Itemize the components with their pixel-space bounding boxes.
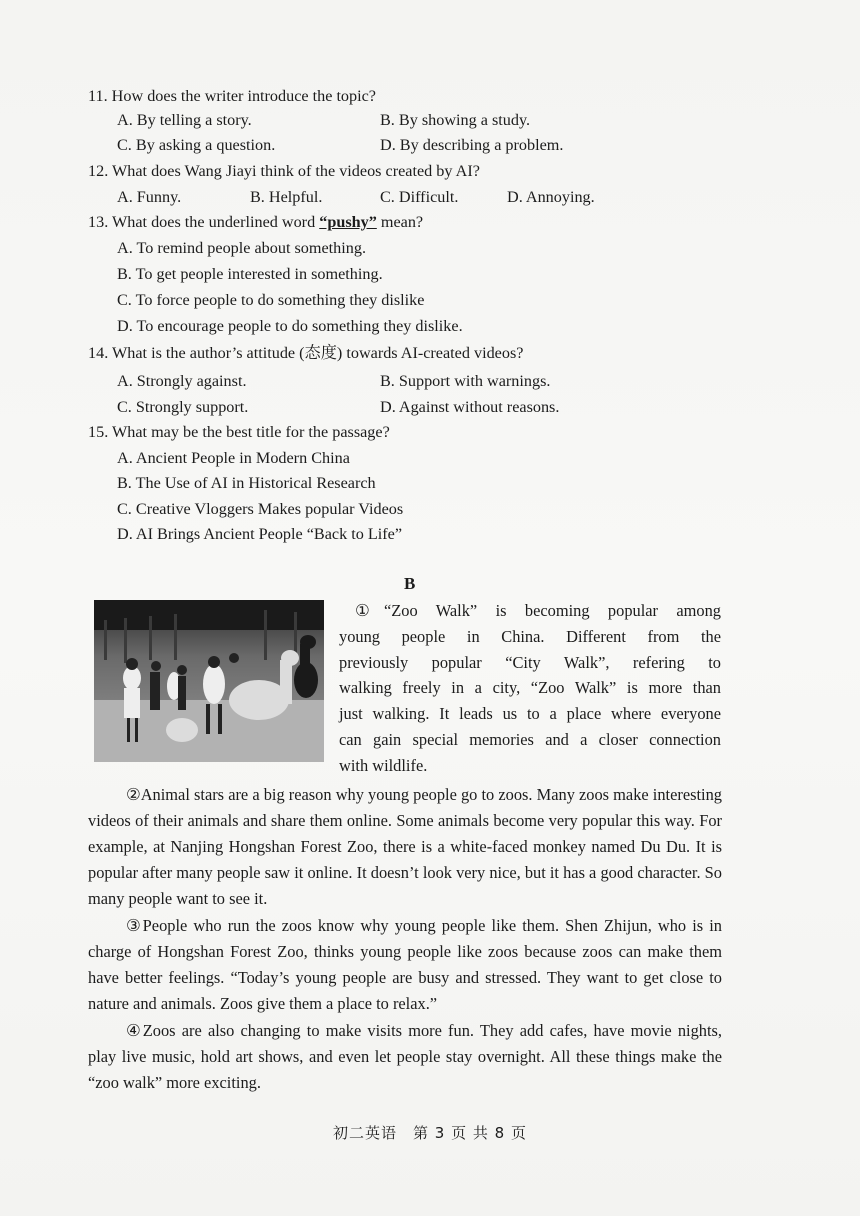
q15-option-b: B. The Use of AI in Historical Research [117, 474, 376, 492]
q11-option-c: C. By asking a question. [117, 136, 276, 154]
q15-option-c: C. Creative Vloggers Makes popular Videos [117, 500, 404, 518]
q12-option-a: A. Funny. [117, 188, 182, 206]
question-14-stem: 14. What is the author’s attitude (态度) towards AI-created videos? [88, 344, 524, 362]
q14-option-b: B. Support with warnings. [380, 372, 551, 390]
question-15-stem: 15. What may be the best title for the passage? [88, 423, 390, 441]
paragraph-1-line: just walking. It leads us to a place where everyone [339, 704, 721, 724]
zoo-photo-illustration [94, 600, 324, 762]
q11-option-a: A. By telling a story. [117, 111, 252, 129]
q15-option-d: D. AI Brings Ancient People “Back to Life” [117, 525, 403, 543]
paragraph-4: ④Zoos are also changing to make visits more fun. They add cafes, have movie nights, play live music, hold art shows, and even let people stay overnight. All these things make the “zoo walk” more exciting. [88, 1021, 722, 1092]
section-b-title: B [404, 574, 416, 593]
q11-option-d: D. By describing a problem. [380, 136, 564, 154]
question-11-stem: 11. How does the writer introduce the topic? [88, 87, 376, 105]
paragraph-1 [339, 598, 721, 779]
paragraph-1-line: can gain special memories and a closer connection [339, 729, 721, 749]
q12-option-b: B. Helpful. [250, 188, 323, 206]
zoo-photo [94, 600, 324, 762]
q13-stem-post: mean? [376, 213, 424, 231]
q13-option-b: B. To get people interested in something. [117, 265, 383, 283]
q14-option-d: D. Against without reasons. [380, 398, 560, 416]
q13-stem-pre: 13. What does the underlined word [88, 213, 320, 231]
paragraph-2: ②Animal stars are a big reason why young people go to zoos. Many zoos make interesting videos of their animals and share them online. Some animals become very popular this way. For example, at Nanjing Hongshan Forest Zoo, there is a white-faced monkey named Du Du. It is popular after many people saw it online. It doesn’t look very nice, but it has a good character. So many people want to see it. [88, 785, 722, 908]
question-12-stem: 12. What does Wang Jiayi think of the videos created by AI? [88, 162, 480, 180]
q12-option-d: D. Annoying. [507, 188, 595, 206]
q12-option-c: C. Difficult. [380, 188, 459, 206]
q15-option-a: A. Ancient People in Modern China [117, 449, 350, 467]
q13-option-d: D. To encourage people to do something they dislike. [117, 317, 463, 335]
q13-option-a: A. To remind people about something. [117, 239, 366, 257]
q14-option-c: C. Strongly support. [117, 398, 249, 416]
paragraph-1-line: young people in China. Different from the [339, 626, 721, 646]
q13-option-c: C. To force people to do something they dislike [117, 291, 425, 309]
paragraph-3: ③People who run the zoos know why young people like them. Shen Zhijun, who is in charge of Hongshan Forest Zoo, thinks young people like zoos because zoos can make them have better feelings. “Today’s young people are busy and stressed. They want to get close to nature and animals. Zoos give them a place to relax.” [88, 916, 722, 1013]
paragraph-1-line: ①“Zoo Walk” is becoming popular among [355, 601, 721, 620]
page-footer: 初二英语 第 3 页 共 8 页 [333, 1124, 527, 1142]
q14-option-a: A. Strongly against. [117, 372, 247, 390]
paragraph-1-line: with wildlife. [339, 755, 428, 775]
paragraph-1-line: walking freely in a city, “Zoo Walk” is more than [339, 678, 721, 698]
underlined-word: “pushy” [319, 213, 377, 231]
q11-option-b: B. By showing a study. [380, 111, 531, 129]
paragraph-1-line: previously popular “City Walk”, refering to [339, 652, 721, 672]
question-13-stem [88, 212, 423, 232]
